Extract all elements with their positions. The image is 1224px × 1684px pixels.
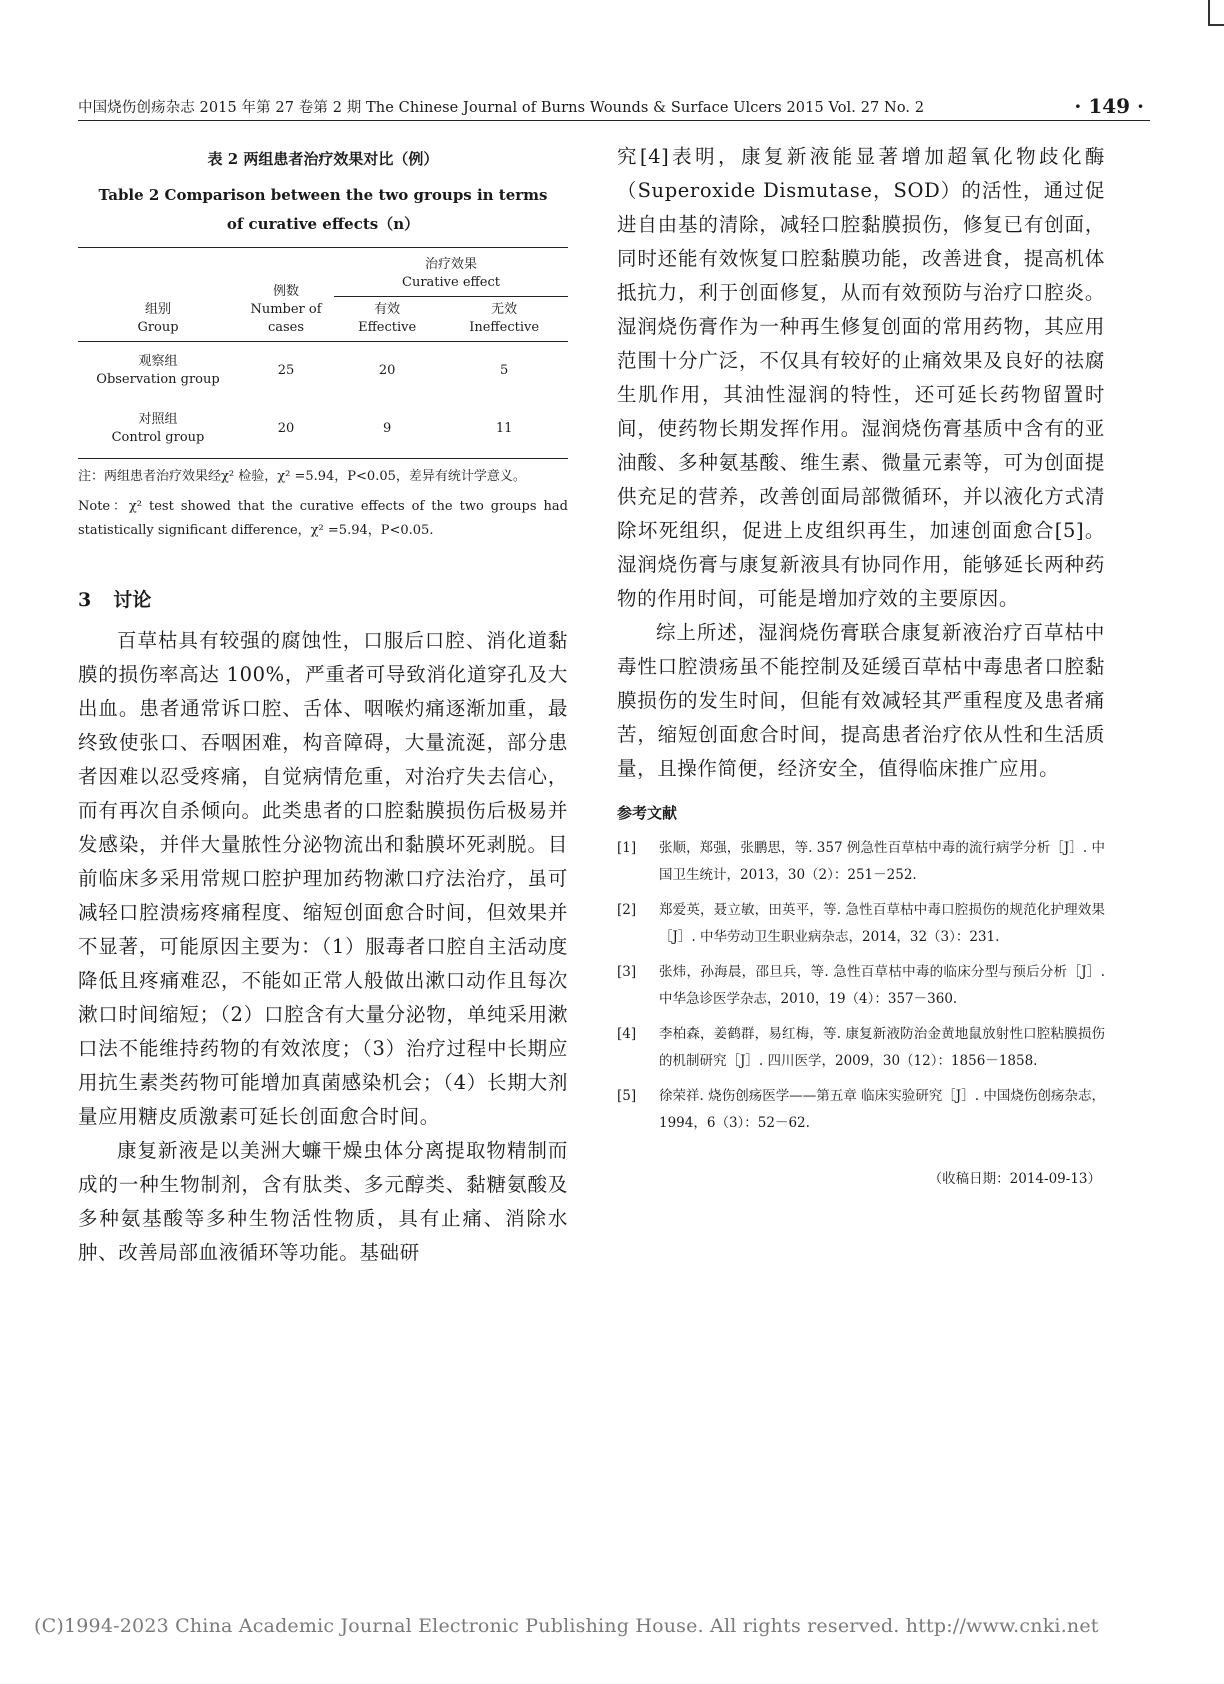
table-row bbox=[78, 400, 568, 459]
running-title: 中国烧伤创疡杂志 2015 年第 27 卷第 2 期 The Chinese Journal of Burns Wounds & Surface Ulcers 2015 Vol. 27 No. 2 bbox=[78, 100, 925, 116]
section-title: 讨论 bbox=[113, 589, 152, 611]
header-ineffective: 无效 Ineffective bbox=[440, 297, 568, 342]
reference-item: [2] 郑爱英，聂立敏，田英平，等. 急性百草枯中毒口腔损伤的规范化护理效果［J］. 中华劳动卫生职业病杂志，2014，32（3）：231. bbox=[617, 902, 1105, 945]
copyright-footer: (C)1994-2023 China Academic Journal Electronic Publishing House. All rights reserved. http://www.cnki.net bbox=[34, 1615, 1099, 1637]
running-header bbox=[78, 92, 1150, 122]
right-column bbox=[617, 140, 1105, 1187]
row-effective: 20 bbox=[378, 363, 396, 378]
row-ineffective: 11 bbox=[440, 400, 568, 459]
reference-item: [1] 张顺，郑强，张鹏思，等. 357 例急性百草枯中毒的流行病学分析［J］. 中国卫生统计，2013，30（2）：251－252. bbox=[617, 840, 1105, 883]
row-cases: 20 bbox=[238, 400, 334, 459]
row-group: 对照组 Control group bbox=[78, 400, 238, 459]
header-cases: 例数 Number of cases bbox=[238, 248, 334, 342]
header-effective: 有效 Effective bbox=[334, 297, 440, 342]
references-title: 参考文献 bbox=[617, 804, 678, 822]
received-date: （收稿日期：2014-09-13） bbox=[928, 1171, 1101, 1187]
section-number: 3 bbox=[78, 589, 92, 611]
paragraph: 百草枯具有较强的腐蚀性，口服后口腔、消化道黏膜的损伤率高达 100%，严重者可导致消化道穿孔及大出血。患者通常诉口腔、舌体、咽喉灼痛逐渐加重，最终致使张口、吞咽困难，构音障碍，大量流涎，部分患者因难以忍受疼痛，自觉病情危重，对治疗失去信心，而有再次自杀倾向。此类患者的口腔黏膜损伤后极易并发感染，并伴大量脓性分泌物流出和黏膜坏死剥脱。目前临床多采用常规口腔护理加药物漱口疗法治疗，虽可减轻口腔溃疡疼痛程度、缩短创面愈合时间，但效果并不显著，可能原因主要为：（1）服毒者口腔自主活动度降低且疼痛难忍，不能如正常人般做出漱口动作且每次漱口时间缩短；（2）口腔含有大量分泌物，单纯采用漱口法不能维持药物的有效浓度；（3）治疗过程中长期应用抗生素类药物可能增加真菌感染机会；（4）长期大剂量应用糖皮质激素可延长创面愈合时间。 bbox=[78, 629, 568, 1128]
header-group: 组别 Group bbox=[78, 248, 238, 342]
table-row bbox=[78, 342, 568, 401]
table-note-en: Note：χ² test showed that the curative effects of the two groups had statistically significant difference，χ² =5.94，P<0.05. bbox=[78, 499, 568, 538]
page-edge-mark bbox=[1208, 0, 1224, 26]
section-heading bbox=[78, 585, 568, 612]
paragraph: 康复新液是以美洲大蠊干燥虫体分离提取物精制而成的一种生物制剂，含有肽类、多元醇类、黏糖氨酸及多种氨基酸等多种生物活性物质，具有止痛、消除水肿、改善局部血液循环等功能。基础研 bbox=[78, 1139, 568, 1264]
page-number: · 149 · bbox=[1074, 94, 1144, 118]
paragraph: 究[4]表明，康复新液能显著增加超氧化物歧化酶（Superoxide Dismutase，SOD）的活性，通过促进自由基的清除，减轻口腔黏膜损伤，修复已有创面，同时还能有效恢复口腔黏膜功能，改善进食，提高机体抵抗力，利于创面修复，从而有效预防与治疗口腔炎。湿润烧伤膏作为一种再生修复创面的常用药物，其应用范围十分广泛，不仅具有较好的止痛效果及良好的祛腐生肌作用，其油性湿润的特性，还可延长药物留置时间，使药物长期发挥作用。湿润烧伤膏基质中含有的亚油酸、多种氨基酸、维生素、微量元素等，可为创面提供充足的营养，改善创面局部微循环，并以液化方式清除坏死组织，促进上皮组织再生，加速创面愈合[5]。湿润烧伤膏与康复新液具有协同作用，能够延长两种药物的作用时间，可能是增加疗效的主要原因。 bbox=[617, 145, 1105, 610]
table-caption-en-2: of curative effects（n） bbox=[226, 215, 420, 233]
reference-list bbox=[617, 835, 1105, 1137]
left-column bbox=[78, 140, 568, 1270]
paragraph: 综上所述，湿润烧伤膏联合康复新液治疗百草枯中毒性口腔溃疡虽不能控制及延缓百草枯中毒患者口腔黏膜损伤的发生时间，但能有效减轻其严重程度及患者痛苦，缩短创面愈合时间，提高患者治疗依从性和生活质量，且操作简便，经济安全，值得临床推广应用。 bbox=[617, 621, 1105, 780]
table-caption-en-1: Table 2 Comparison between the two groups in terms bbox=[98, 186, 548, 204]
row-group: 观察组 Observation group bbox=[96, 354, 220, 387]
row-effective: 9 bbox=[334, 400, 440, 459]
reference-item: [3] 张炜，孙海晨，邵旦兵，等. 急性百草枯中毒的临床分型与预后分析［J］. 中华急诊医学杂志，2010，19（4）：357－360. bbox=[617, 964, 1105, 1007]
header-rule bbox=[78, 120, 1150, 121]
table-caption-cn: 表 2 两组患者治疗效果对比（例） bbox=[207, 150, 439, 168]
row-ineffective: 5 bbox=[500, 363, 509, 378]
header-curative-effect: 治疗效果 Curative effect bbox=[334, 248, 568, 297]
table-note-cn: 注：两组患者治疗效果经χ² 检验，χ² =5.94，P<0.05，差异有统计学意义。 bbox=[78, 469, 526, 484]
results-table bbox=[78, 247, 568, 459]
reference-item: [5] 徐荣祥. 烧伤创疡医学——第五章 临床实验研究［J］. 中国烧伤创疡杂志，1994，6（3）：52－62. bbox=[617, 1088, 1105, 1131]
row-cases: 25 bbox=[277, 363, 295, 378]
reference-item: [4] 李柏森，姜鹤群，易红梅，等. 康复新液防治金黄地鼠放射性口腔粘膜损伤的机制研究［J］. 四川医学，2009，30（12）：1856－1858. bbox=[617, 1026, 1105, 1069]
